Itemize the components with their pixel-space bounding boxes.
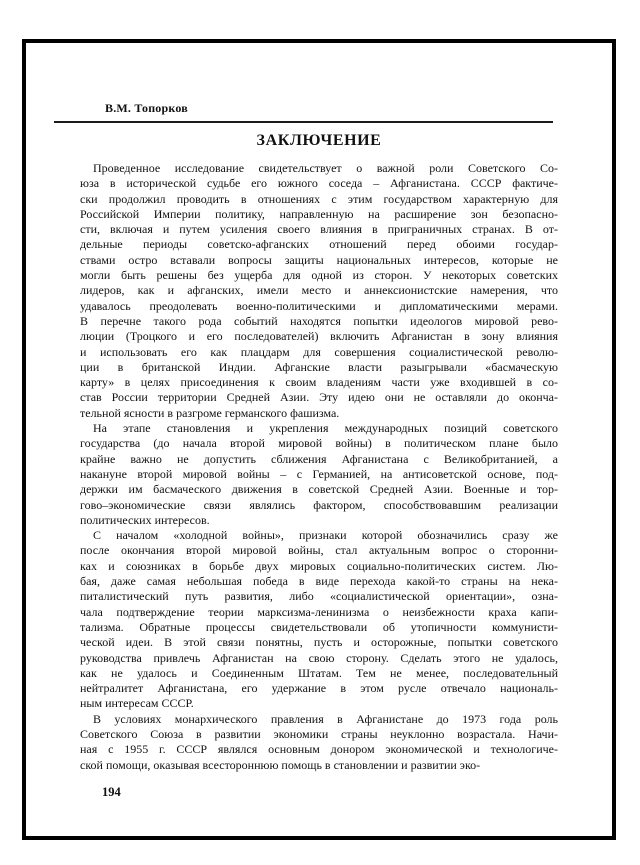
- text-line: ски продолжил проводить в отношениях с этим государством характерную для: [80, 191, 558, 206]
- text-line: держки им басмаческого движения в советской Средней Азии. Военные и тор-: [80, 482, 558, 497]
- text-line: С началом «холодной войны», признаки которой обозначились сразу же: [93, 528, 558, 543]
- paragraph: [80, 421, 558, 528]
- text-line: ческой идеи. В этой связи понятны, пусть и осторожные, попытки советского: [80, 635, 558, 650]
- text-line: чала подтверждение теории марксизма-ленинизма о неизбежности краха капи-: [80, 604, 558, 619]
- text-line: накануне второй мировой войны – с Германией, на антисоветской основе, под-: [80, 466, 558, 481]
- text-line: став России территории Средней Азии. Эту идею они не оставляли до оконча-: [80, 390, 558, 405]
- text-line: ках и союзниках в борьбе двух мировых социально-политических систем. Лю-: [80, 558, 558, 573]
- text-line: В условиях монархического правления в Афганистане до 1973 года роль: [93, 711, 558, 726]
- text-line: ской помощи, оказывая всестороннюю помощь в становлении и развитии эко-: [80, 757, 481, 772]
- text-line: карту» в целях присоединения к своим владениям части уже входившей в со-: [80, 375, 558, 390]
- chapter-title: ЗАКЛЮЧЕНИЕ: [256, 132, 382, 149]
- header-rule: [54, 121, 553, 123]
- paragraph: [80, 712, 558, 773]
- text-line: тельной ясности в разгроме германского фашизма.: [80, 405, 340, 420]
- paragraph: [80, 528, 558, 712]
- text-line: лидеров, как и афганских, имели место и аннексионистские намерения, что: [80, 283, 558, 298]
- text-line: люции (Троцкого и его последователей) включить Афганистан в зону влияния: [80, 329, 558, 344]
- text-line: На этапе становления и укрепления международных позиций советского: [93, 421, 558, 436]
- text-line: тализма. Обратные процессы свидетельствовали об утопичности коммунисти-: [80, 619, 558, 634]
- text-line: гово–экономические связи являлись фактором, способствовавшим реализации: [80, 497, 558, 512]
- text-line: и использовать его как плацдарм для совершения социалистической револю-: [80, 344, 558, 359]
- text-line: питалистический путь развития, либо «социалистической ориентации», озна-: [80, 589, 558, 604]
- page-number: 194: [102, 785, 121, 799]
- text-line: нейтралитет Афганистана, его удержание в этом русле отвечало националь-: [80, 681, 558, 696]
- text-line: Российской Империи политику, направленную на расширение зон безопасно-: [80, 206, 558, 221]
- page-frame: [22, 39, 616, 840]
- text-line: дельные периоды советско-афганских отношений перед обоими государ-: [80, 237, 558, 252]
- text-line: ным интересам СССР.: [80, 696, 194, 711]
- running-head: В.М. Топорков: [105, 101, 188, 115]
- text-line: удавалось преодолевать военно-политическими и дипломатическими мерами.: [80, 298, 558, 313]
- text-line: как не удалось и Соединенным Штатам. Тем не менее, последовательный: [80, 665, 558, 680]
- text-line: ствами остро вставали вопросы защиты национальных интересов, которые не: [80, 252, 558, 267]
- text-line: ции в британской Индии. Афганские власти разыгрывали «басмаческую: [80, 359, 558, 374]
- text-line: могли быть решены без ущерба для одной из сторон. У некоторых советских: [80, 268, 558, 283]
- text-line: Проведенное исследование свидетельствует о важной роли Советского Со-: [93, 161, 558, 175]
- text-line: бая, даже самая небольшая победа в виде перехода какой-то страны на нека-: [80, 574, 558, 589]
- text-line: государства (до начала второй мировой войны) в политическом плане было: [80, 436, 558, 451]
- paragraph: [80, 161, 558, 421]
- text-line: политических интересов.: [80, 512, 210, 527]
- text-line: крайне важно не допустить сближения Афганистана с Великобританией, а: [80, 451, 558, 466]
- text-line: сти, включая и путем усиления своего влияния в приграничных странах. В от-: [80, 222, 558, 237]
- text-line: руководства привлечь Афганистан на свою сторону. Сделать этого не удалось,: [80, 650, 558, 665]
- text-line: В перечне такого рода событий находятся попытки идеологов мировой рево-: [80, 313, 558, 328]
- text-line: юза в исторической судьбе его южного соседа – Афганистана. СССР фактиче-: [80, 176, 558, 191]
- text-line: ная с 1955 г. СССР являлся основным донором экономической и технологиче-: [80, 742, 558, 757]
- text-line: после окончания второй мировой войны, стал актуальным вопрос о сторонни-: [80, 543, 558, 558]
- body-text: [80, 161, 558, 773]
- text-line: Советского Союза в развитии экономики страны неуклонно возрастала. Начи-: [80, 726, 558, 741]
